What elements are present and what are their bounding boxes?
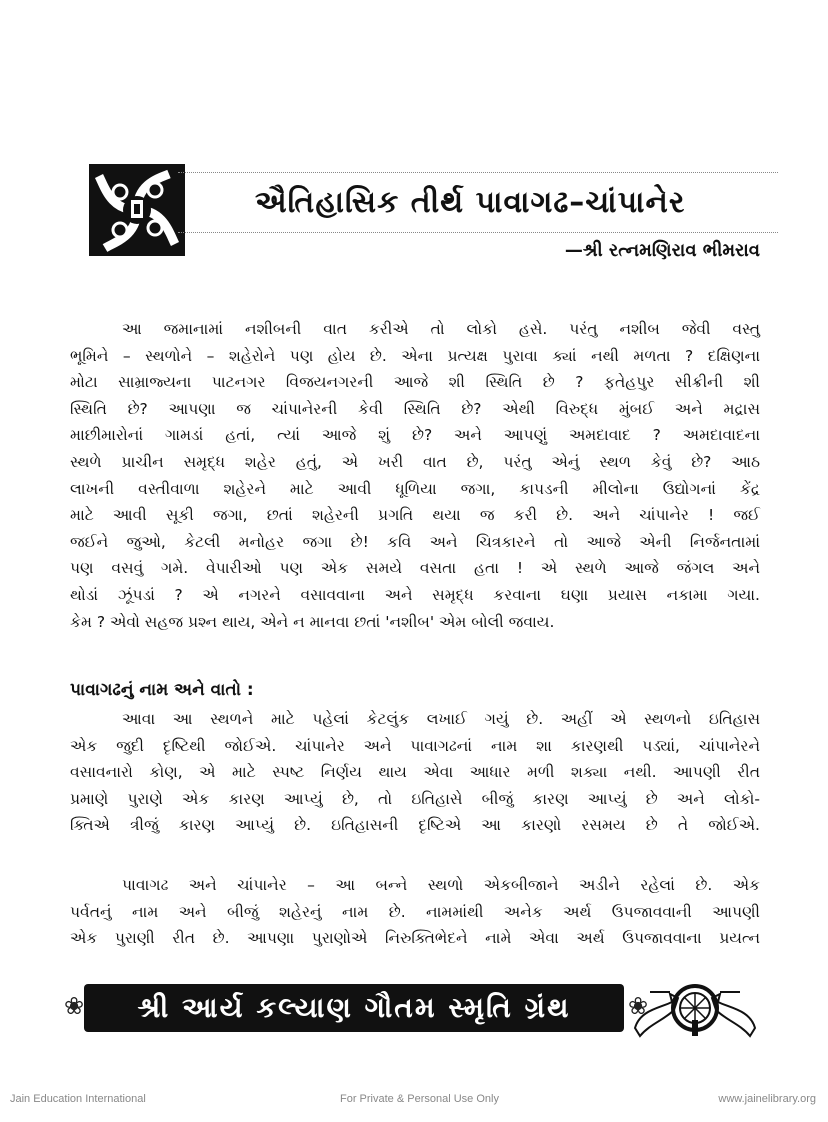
text-line: પ્રમાણે પુરાણે એક કારણ આપ્યું છે, તો ઇતિહાસે બીજું કારણ આપ્યું છે અને લોકો- [70,789,760,808]
text-line: પર્વતનું નામ અને બીજું શહેરનું નામ છે. નામમાંથી અનેક અર્થ ઉપજાવવાની આપણી [70,902,760,921]
text-line: એક જુદી દૃષ્ટિથી જોઈએ. ચાંપાનેર અને પાવાગઢનાં નામ શા કારણથી પડ્યાં, ચાંપાનેરને [70,736,760,755]
text-line: વસાવનારો કોણ, એ માટે સ્પષ્ટ નિર્ણય થાય એવા આધાર મળી શક્યા નથી. આપણી રીત [70,763,760,782]
text-line: ક્તિએ ત્રીજું કારણ આપ્યું છે. ઇતિહાસની દૃષ્ટિએ આ કારણો રસમય છે તે જોઈએ. [70,816,760,835]
footer-website-link[interactable]: www.jainelibrary.org [718,1093,816,1105]
text-line: સ્થળે પ્રાચીન સમૃદ્ધ શહેર હતું, એ ખરી વાત છે, પરંતુ એનું સ્થળ કેવું છે? આઠ [70,452,760,471]
dharma-wheel-emblem-icon [620,980,770,1040]
section-heading: પાવાગઢનું નામ અને વાતો : [70,680,254,700]
text-line: માટે આવી સૂકી જગા, છતાં શહેરની પ્રગતિ થયા જ કરી છે. અને ચાંપાનેર ! જઈ [70,506,760,525]
paragraph-3 [70,872,760,952]
text-line: પાવાગઢ અને ચાંપાનેર – આ બન્ને સ્થળો એકબીજાને અડીને રહેલાં છે. એક [122,876,760,894]
text-line: જઈને જુઓ, કેટલી મનોહર જગા છે! કવિ અને ચિત્રકારને તો આજે એની નિર્જનતામાં [70,532,760,551]
left-flourish-icon: ❀ [64,992,85,1020]
footer-publisher: Jain Education International [10,1093,146,1105]
text-line: આ જમાનામાં નશીબની વાત કરીએ તો લોકો હસે. પરંતુ નશીબ જેવી વસ્તુ [122,320,760,338]
text-line: લાખની વસ્તીવાળા શહેરને માટે આવી ધૂળિયા જગા, કાપડની મીલોના ઉદ્યોગનાં કેંદ્ર [70,479,760,498]
text-line: પણ વસવું ગમે. વેપારીઓ પણ એક સમયે વસતા હતા ! એ સ્થળે આજે જંગલ અને [70,559,760,578]
top-dotted-rule [178,172,778,173]
book-title-banner [84,984,624,1032]
article-author: —શ્રી રત્નમણિરાવ ભીમરાવ [564,240,760,261]
text-line: મોટા સામ્રાજ્યના પાટનગર વિજયનગરની આજે શી સ્થિતિ છે ? ફતેહપુર સીક્રીની શી [70,373,760,392]
text-line: આવા આ સ્થળને માટે પહેલાં કેટલુંક લખાઈ ગયું છે. અહીં એ સ્થળનો ઇતિહાસ [122,710,760,728]
text-line: કેમ ? એવો સહજ પ્રશ્ન થાય, એને ન માનવા છતાં 'નશીબ' એમ બોલી જવાય. [70,612,555,631]
paragraph-1 [70,316,760,635]
title-dotted-rule [178,232,778,233]
banner-text: શ્રી આર્ય કલ્યાણ ગૌતમ સ્મૃતિ ગ્રંથ [137,991,571,1024]
swastika-ornament-icon [89,164,185,256]
paragraph-2 [70,706,760,839]
text-line: ભૂમિને – સ્થળોને – શહેરોને પણ હોય છે. એના પ્રત્યક્ષ પુરાવા ક્યાં નથી મળતા ? દક્ષિણના [70,346,760,365]
text-line: સ્થિતિ છે? આપણા જ ચાંપાનેરની કેવી સ્થિતિ છે? એથી વિરુદ્ધ મુંબઈ અને મદ્રાસ [70,399,760,418]
text-line: થોડાં ઝૂંપડાં ? એ નગરને વસાવવાના અને સમૃદ્ધ કરવાના ઘણા પ્રયાસ નકામા ગયા. [70,585,760,604]
footer-usage-note: For Private & Personal Use Only [340,1093,499,1105]
text-line: માછીમારોનાં ગામડાં હતાં, ત્યાં આજે શું છે? અને આપણું અમદાવાદ ? અમદાવાદના [70,426,760,445]
text-line: એક પુરાણી રીત છે. આપણા પુરાણોએ નિરુક્તિભેદને નામે એવા અર્થ ઉપજાવવાના પ્રયત્ન [70,929,760,948]
right-flourish-icon: ❀ [628,992,649,1020]
article-title: ઐતિહાસિક તીર્થ પાવાગઢ–ચાંપાનેર [255,185,686,220]
